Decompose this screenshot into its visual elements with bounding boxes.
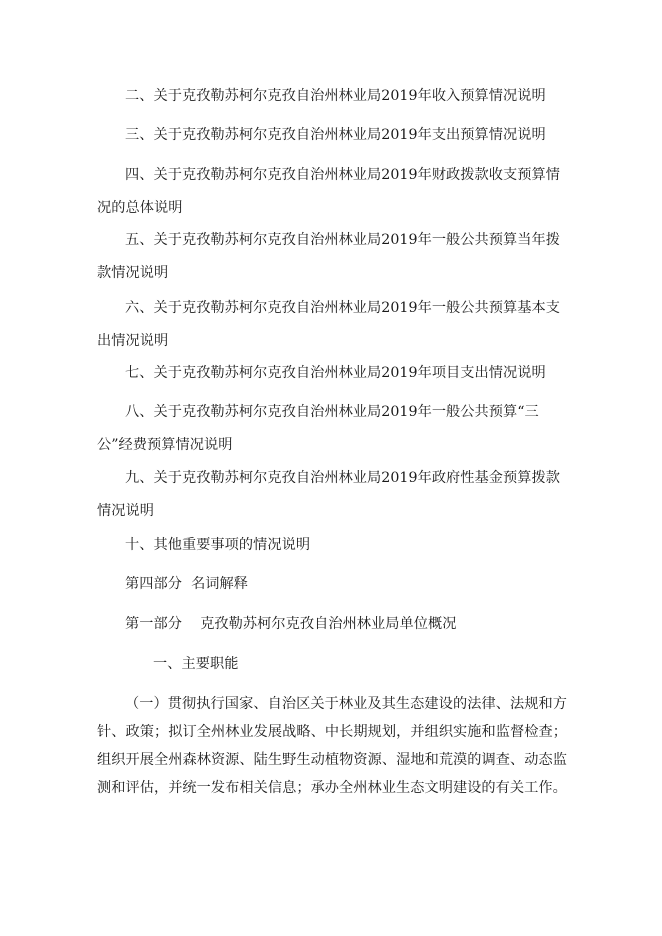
toc-item-9: 九、关于克孜勒苏柯尔克孜自治州林业局2019年政府性基金预算拨款情况说明 (97, 470, 560, 519)
part1-heading: 第一部分 克孜勒苏柯尔克孜自治州林业局单位概况 (125, 616, 457, 632)
section1-heading: 一、主要职能 (153, 656, 239, 672)
toc-item-6: 六、关于克孜勒苏柯尔克孜自治州林业局2019年一般公共预算基本支出情况说明 (97, 300, 560, 349)
toc-item-8: 八、关于克孜勒苏柯尔克孜自治州林业局2019年一般公共预算“三公”经费预算情况说明 (97, 404, 539, 453)
toc-item-10: 十、其他重要事项的情况说明 (125, 537, 311, 553)
part4-heading: 第四部分 名词解释 (125, 576, 249, 592)
toc-item-3: 三、关于克孜勒苏柯尔克孜自治州林业局2019年支出预算情况说明 (125, 127, 546, 143)
toc-item-4: 四、关于克孜勒苏柯尔克孜自治州林业局2019年财政拨款收支预算情况的总体说明 (97, 167, 560, 216)
toc-item-5: 五、关于克孜勒苏柯尔克孜自治州林业局2019年一般公共预算当年拨款情况说明 (97, 232, 560, 281)
toc-item-7: 七、关于克孜勒苏柯尔克孜自治州林业局2019年项目支出情况说明 (125, 365, 546, 381)
toc-item-2: 二、关于克孜勒苏柯尔克孜自治州林业局2019年收入预算情况说明 (125, 88, 546, 104)
body-paragraph: （一）贯彻执行国家、自治区关于林业及其生态建设的法律、法规和方针、政策；拟订全州林业发展战略、中长期规划，并组织实施和监督检查；组织开展全州森林资源、陆生野生动植物资源、湿地和荒漠的调查、动态监测和评估，并统一发布相关信息；承办全州林业生态文明建设的有关工作。 (97, 696, 567, 796)
